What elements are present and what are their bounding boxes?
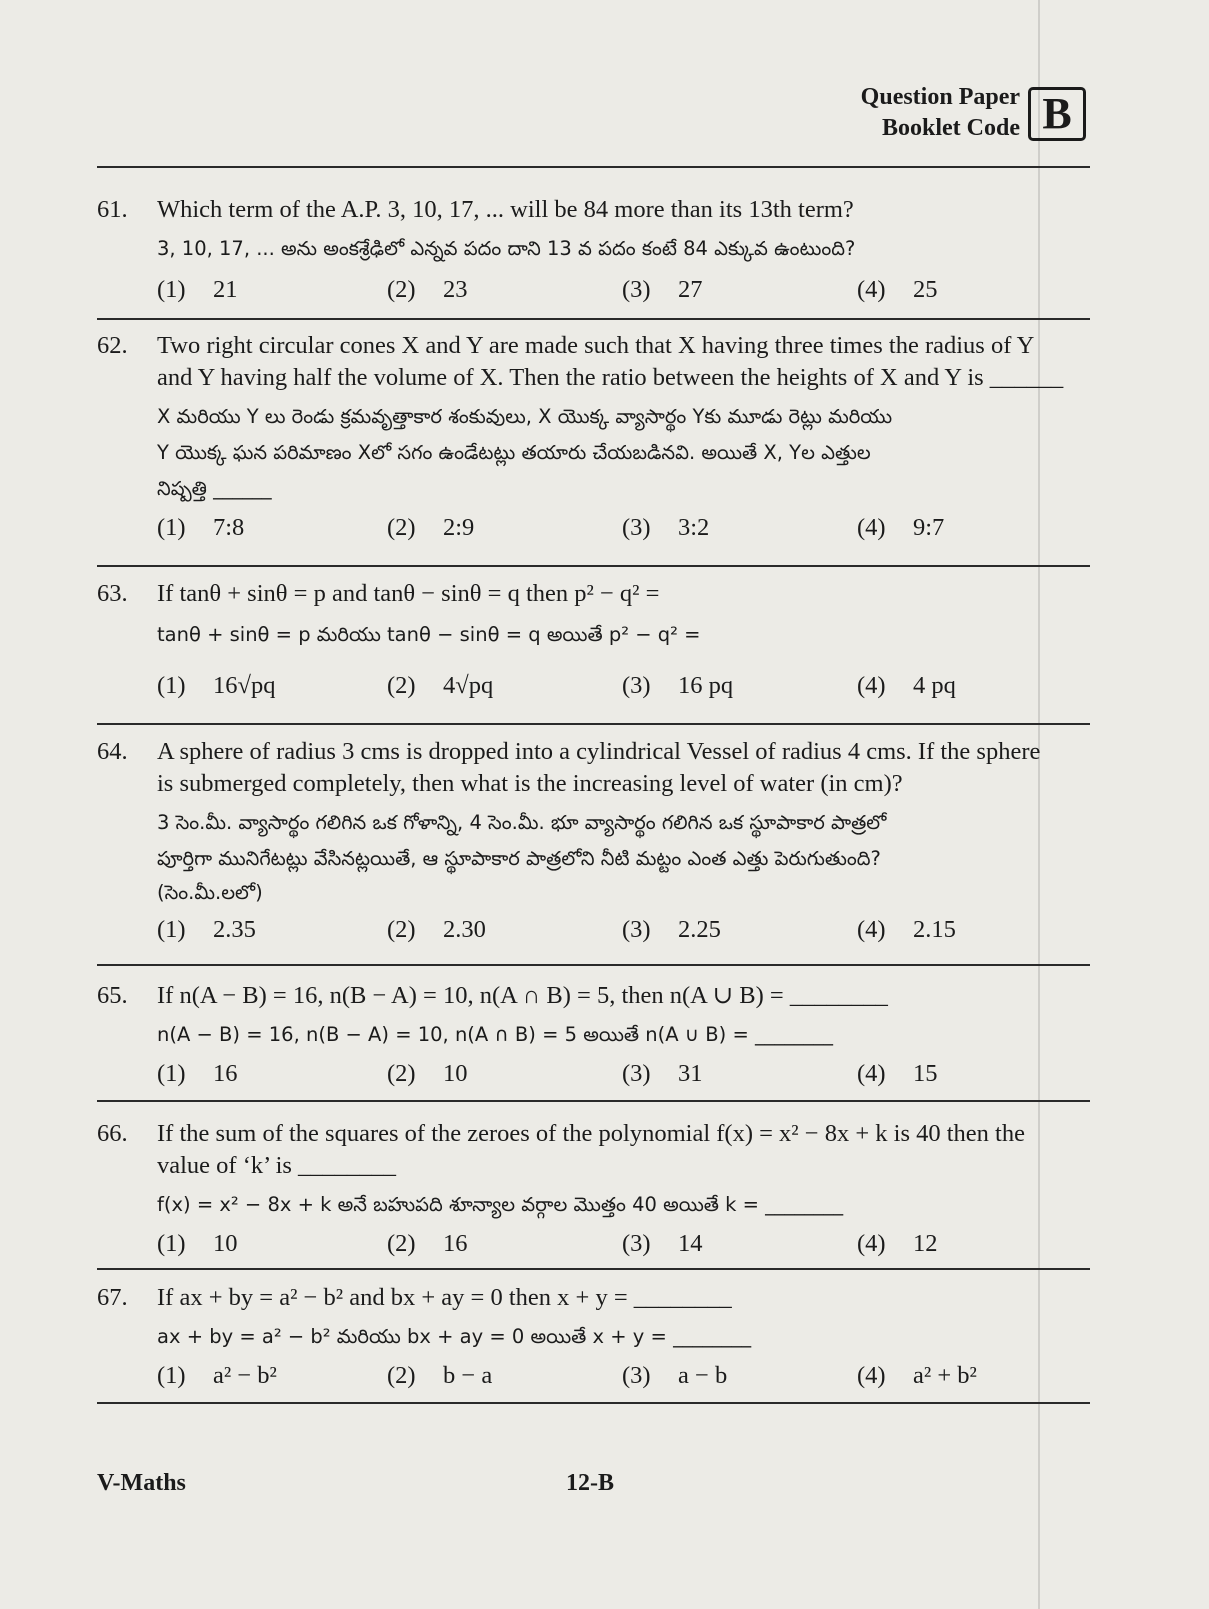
question-number: 62.	[97, 332, 128, 359]
question-number: 63.	[97, 580, 128, 607]
options	[157, 670, 1087, 704]
option-3[interactable]: (3) 14	[622, 1230, 703, 1257]
question-text-en: value of ‘k’ is ________	[157, 1152, 397, 1179]
question-65	[97, 980, 1090, 1090]
page-number: 12-B	[566, 1470, 614, 1496]
option-4[interactable]: (4) a² + b²	[857, 1362, 977, 1389]
divider	[97, 723, 1090, 725]
option-4[interactable]: (4) 9:7	[857, 514, 945, 541]
option-4[interactable]: (4) 25	[857, 276, 938, 303]
question-66	[97, 1118, 1090, 1258]
question-text-te: ax + by = a² − b² మరియు bx + ay = 0 అయితే x + y = ________	[157, 1325, 752, 1348]
option-3[interactable]: (3) 2.25	[622, 916, 721, 943]
question-number: 61.	[97, 196, 128, 223]
subject-label: V-Maths	[97, 1470, 186, 1496]
divider	[97, 964, 1090, 966]
question-text-en: If tanθ + sinθ = p and tanθ − sinθ = q then p² − q² =	[157, 580, 660, 607]
option-3[interactable]: (3) 27	[622, 276, 703, 303]
options	[157, 1228, 1087, 1262]
divider	[97, 1402, 1090, 1404]
question-text-en: A sphere of radius 3 cms is dropped into a cylindrical Vessel of radius 4 cms. If the sphere	[157, 738, 1041, 765]
question-number: 64.	[97, 738, 128, 765]
divider	[97, 318, 1090, 320]
question-text-te: Y యొక్క ఘన పరిమాణం Xలో సగం ఉండేటట్లు తయారు చేయబడినవి. అయితే X, Yల ఎత్తుల	[157, 441, 871, 464]
option-3[interactable]: (3) 3:2	[622, 514, 710, 541]
question-number: 65.	[97, 982, 128, 1009]
question-number: 66.	[97, 1120, 128, 1147]
option-3[interactable]: (3) 16 pq	[622, 672, 734, 699]
option-1[interactable]: (1) 21	[157, 276, 238, 303]
option-1[interactable]: (1) 7:8	[157, 514, 245, 541]
question-text-en: and Y having half the volume of X. Then the ratio between the heights of X and Y is ______	[157, 364, 1064, 391]
question-64	[97, 736, 1090, 950]
option-2[interactable]: (2) 4√pq	[387, 672, 494, 699]
option-2[interactable]: (2) 16	[387, 1230, 468, 1257]
option-4[interactable]: (4) 12	[857, 1230, 938, 1257]
header-line-2: Booklet Code	[882, 115, 1020, 141]
booklet-code-box: B	[1028, 87, 1086, 141]
question-text-te: (సెం.మీ.లలో)	[157, 881, 263, 904]
option-3[interactable]: (3) a − b	[622, 1362, 728, 1389]
question-text-te: 3 సెం.మీ. వ్యాసార్థం గలిగిన ఒక గోళాన్ని, 4 సెం.మీ. భూ వ్యాసార్థం గలిగిన ఒక స్థూపాకార పాత్రలో	[157, 811, 887, 834]
question-text-te: n(A − B) = 16, n(B − A) = 10, n(A ∩ B) = 5 అయితే n(A ∪ B) = ________	[157, 1023, 833, 1046]
option-1[interactable]: (1) a² − b²	[157, 1362, 277, 1389]
question-61	[97, 194, 1090, 310]
divider	[97, 565, 1090, 567]
divider	[97, 1268, 1090, 1270]
question-67	[97, 1282, 1090, 1394]
options	[157, 1360, 1087, 1394]
option-1[interactable]: (1) 16	[157, 1060, 238, 1087]
option-4[interactable]: (4) 4 pq	[857, 672, 956, 699]
option-4[interactable]: (4) 15	[857, 1060, 938, 1087]
question-text-en: is submerged completely, then what is the increasing level of water (in cm)?	[157, 770, 903, 797]
option-2[interactable]: (2) b − a	[387, 1362, 493, 1389]
option-1[interactable]: (1) 10	[157, 1230, 238, 1257]
question-text-en: Which term of the A.P. 3, 10, 17, ... will be 84 more than its 13th term?	[157, 196, 854, 223]
option-3[interactable]: (3) 31	[622, 1060, 703, 1087]
option-1[interactable]: (1) 2.35	[157, 916, 256, 943]
header-line-1: Question Paper	[860, 84, 1020, 110]
option-2[interactable]: (2) 2.30	[387, 916, 486, 943]
question-text-te: నిష్పత్తి ______	[157, 477, 272, 500]
booklet-code-label	[840, 82, 1020, 144]
question-62	[97, 330, 1090, 555]
question-text-te: పూర్తిగా మునిగేటట్లు వేసినట్లయితే, ఆ స్థూపాకార పాత్రలోని నీటి మట్టం ఎంత ఎత్తు పెరుగుతుంది?	[157, 847, 881, 870]
option-2[interactable]: (2) 23	[387, 276, 468, 303]
options	[157, 274, 1087, 308]
option-2[interactable]: (2) 2:9	[387, 514, 475, 541]
divider	[97, 166, 1090, 168]
divider	[97, 1100, 1090, 1102]
option-2[interactable]: (2) 10	[387, 1060, 468, 1087]
question-text-te: tanθ + sinθ = p మరియు tanθ − sinθ = q అయితే p² − q² =	[157, 623, 701, 646]
question-text-te: 3, 10, 17, ... అను అంకశ్రేఢిలో ఎన్నవ పదం దాని 13 వ పదం కంటే 84 ఎక్కువ ఉంటుంది?	[157, 237, 856, 260]
booklet-code-header	[840, 82, 1100, 144]
question-text-te: X మరియు Y లు రెండు క్రమవృత్తాకార శంకువులు, X యొక్క వ్యాసార్థం Yకు మూడు రెట్లు మరియు	[157, 405, 893, 428]
option-4[interactable]: (4) 2.15	[857, 916, 956, 943]
option-1[interactable]: (1) 16√pq	[157, 672, 276, 699]
question-text-en: Two right circular cones X and Y are made such that X having three times the radius of Y	[157, 332, 1035, 359]
options	[157, 914, 1087, 948]
options	[157, 1058, 1087, 1092]
question-text-en: If the sum of the squares of the zeroes of the polynomial f(x) = x² − 8x + k is 40 then the	[157, 1120, 1025, 1147]
question-text-te: f(x) = x² − 8x + k అనే బహుపది శూన్యాల వర్గాల మొత్తం 40 అయితే k = ________	[157, 1193, 844, 1216]
options	[157, 512, 1087, 546]
question-63	[97, 578, 1090, 708]
question-text-en: If n(A − B) = 16, n(B − A) = 10, n(A ∩ B) = 5, then n(A ∪ B) = ________	[157, 982, 888, 1009]
question-text-en: If ax + by = a² − b² and bx + ay = 0 then x + y = ________	[157, 1284, 732, 1311]
question-number: 67.	[97, 1284, 128, 1311]
